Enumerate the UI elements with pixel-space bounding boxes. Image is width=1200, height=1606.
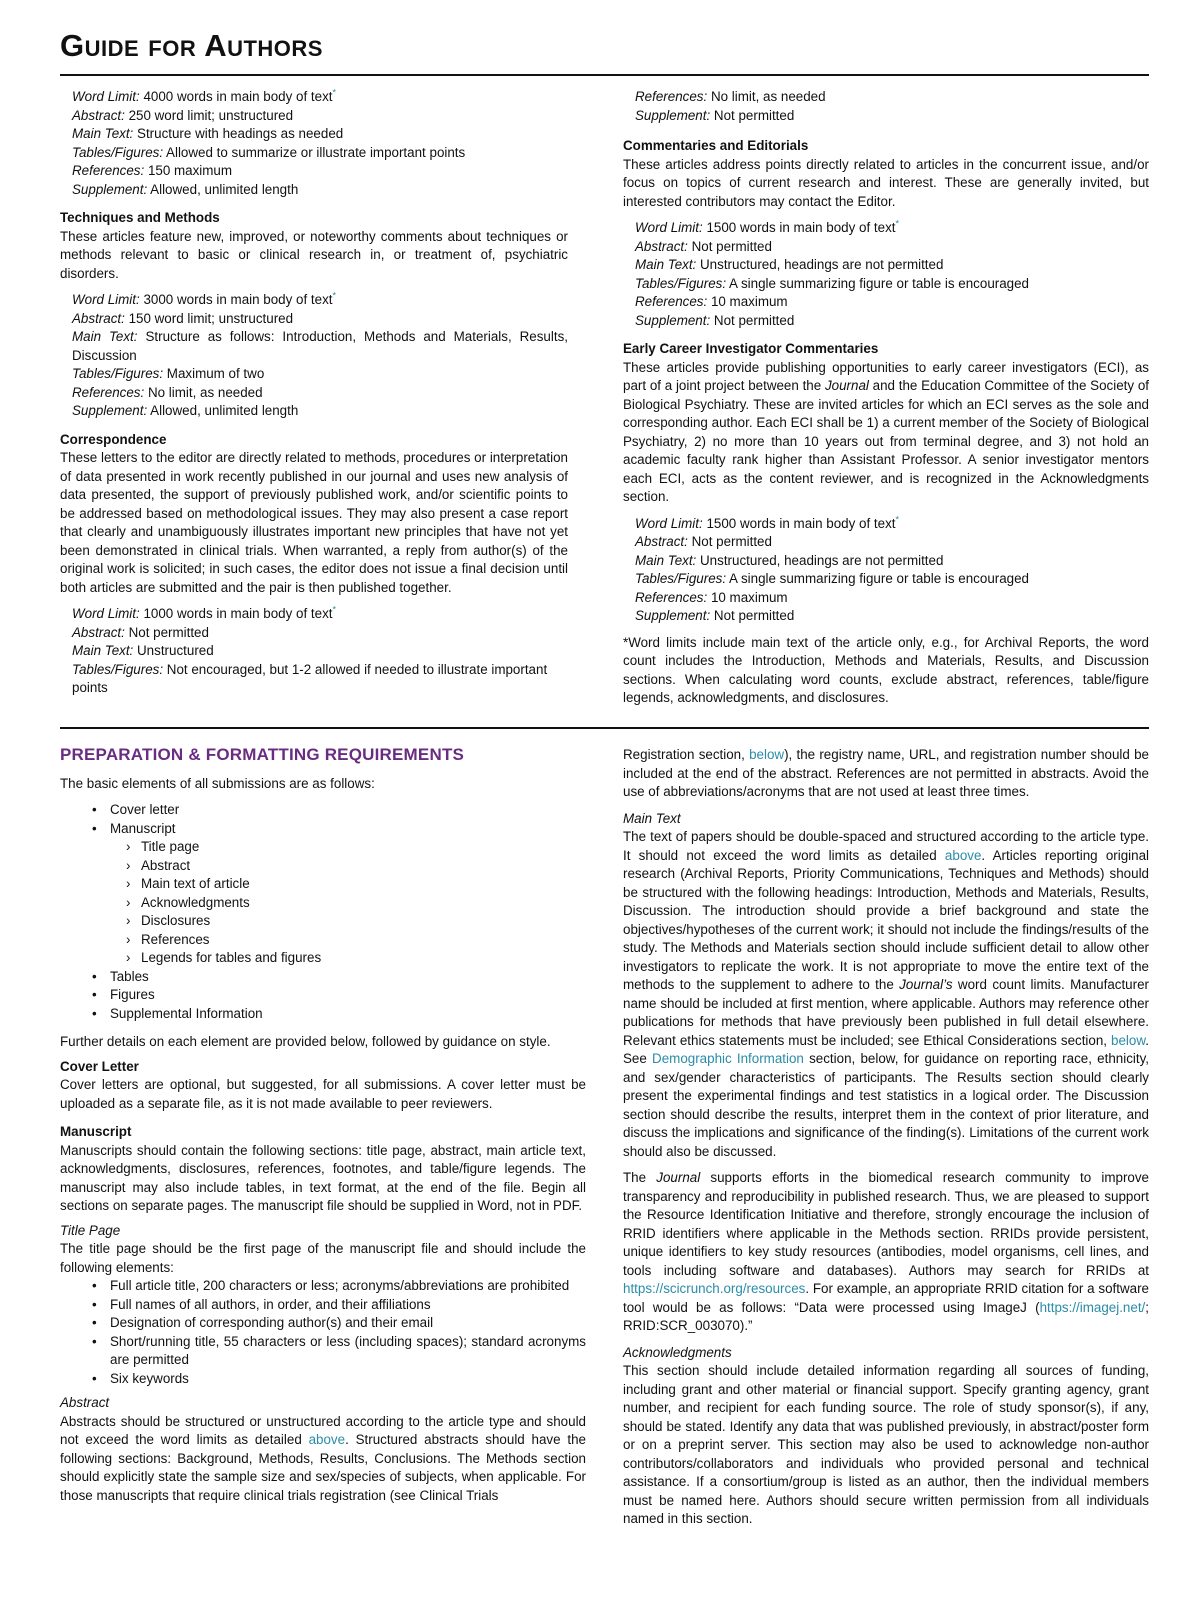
title-page-heading: Title Page [60, 1222, 121, 1238]
title-page-body: The title page should be the first page of the manuscript file and should include the following elements: [60, 1241, 586, 1275]
commentaries-heading: Commentaries and Editorials [623, 138, 809, 153]
list-item: • Figures [92, 986, 586, 1005]
main-text-body: The text of papers should be double-spaced and structured according to the article type. It should not exceed the word limits as detailed above. Articles reporting original research (Archival Reports, Priority Communications, Techniques and Methods) should be structured with the following headings: Introduction, Methods and Materials, Results, Discussion. The introduction should provide a brief background and state the objectives/hypotheses of the current work; it should not include the findings/results of the study. The Methods and Materials section should include sufficient detail to allow other investigators to replicate the work. It is not appropriate to move the entire text of the methods to the supplement to adhere to the Journal’s word count limits. Manufacturer name should be included at first mention, where applicable. Authors may reference other publications for methods that have previously been published in full detail elsewhere. Relevant ethics statements must be included; see Ethical Considerations section, below. See Demographic Information section, below, for guidance on reporting race, ethnicity, and sex/gender characteristics of participants. The Results section should clearly present the experimental findings and test statistics in a logical order. The Discussion section should describe the results, interpret them in the context of prior literature, and discuss the implications and significance of the finding(s). Limitations of the current work should also be discussed. [623, 829, 1149, 1159]
word-limit-footnote: *Word limits include main text of the article only, e.g., for Archival Reports, the word count includes the Introduction, Methods and Materials, Results, and Discussion sections. When calculating word counts, exclude abstract, references, table/figure legends, acknowledgments, and disclosures. [623, 634, 1149, 705]
spec-block-general: Word Limit: 4000 words in main body of text* Abstract: 250 word limit; unstructured Main Text: Structure with headings as needed Tables/Figures: Allowed to summarize or illustrate important points References: 150 maximum Supplement: Allowed, unlimited length [72, 87, 466, 197]
imagej-link[interactable]: https://imagej.net/ [1039, 1299, 1146, 1315]
bottom-right-column [623, 746, 1149, 1529]
list-item: › References [126, 931, 586, 950]
title-rule [60, 74, 1149, 76]
below-link[interactable]: below [1111, 1032, 1146, 1048]
list-item: • Six keywords [92, 1370, 586, 1389]
rrid-paragraph: The Journal supports efforts in the biomedical research community to improve transparency and reproducibility in published research. Thus, we are pleased to support the Resource Identification Initiative and therefore, strongly encourage the inclusion of RRID identifiers where applicable in the Methods section. RRIDs provide persistent, unique identifiers to key study resources (antibodies, model organisms, cell lines, and tools including software and databases). Authors may search for RRIDs at https://scicrunch.org/resources. For example, an appropriate RRID citation for a software tool would be as follows: “Data were processed using ImageJ (https://imagej.net/; RRID:SCR_003070).” [623, 1170, 1149, 1333]
list-item: • Supplemental Information [92, 1005, 586, 1024]
elements-list [60, 801, 586, 1023]
list-item: › Acknowledgments [126, 894, 586, 913]
list-item: › Disclosures [126, 912, 586, 931]
title-page-list [60, 1277, 586, 1388]
section-rule [60, 727, 1149, 729]
spec-block-correspondence: Word Limit: 1000 words in main body of text* Abstract: Not permitted Main Text: Unstructured Tables/Figures: Not encouraged, but 1-2 allowed if needed to illustrate important points [72, 604, 548, 695]
top-left-column [60, 88, 568, 698]
eci-heading: Early Career Investigator Commentaries [623, 341, 879, 356]
above-link[interactable]: above [308, 1432, 346, 1447]
elements-intro: The basic elements of all submissions are as follows: [60, 775, 375, 791]
spec-block-commentaries: Word Limit: 1500 words in main body of text* Abstract: Not permitted Main Text: Unstructured, headings are not permitted Tables/Figures: A single summarizing figure or table is encouraged References: 10 maximum Supplement: Not permitted [635, 218, 1030, 328]
manuscript-body: Manuscripts should contain the following sections: title page, abstract, main article text, acknowledgments, disclosures, references, footnotes, and table/figure legends. The manuscript may also include tables, in text format, at the end of the file. Begin all sections on separate pages. The manuscript file should be supplied in Word, not in PDF. [60, 1142, 586, 1213]
acknowledgments-heading: Acknowledgments [623, 1344, 732, 1360]
list-item: • Tables [92, 968, 586, 987]
list-item: • Short/running title, 55 characters or less (including spaces); standard acronyms are permitted [92, 1333, 586, 1370]
manuscript-heading: Manuscript [60, 1124, 132, 1139]
main-text-heading: Main Text [623, 810, 681, 826]
cover-letter-heading: Cover Letter [60, 1058, 139, 1074]
footnote-mark: * [332, 87, 337, 98]
spec-block-techniques: Word Limit: 3000 words in main body of text* Abstract: 150 word limit; unstructured Main Text: Structure as follows: Introduction, Methods and Materials, Results, Discussion Tables/Figures: Maximum of two References: No limit, as needed Supplement: Allowed, unlimited length [72, 290, 568, 418]
abstract-heading: Abstract [60, 1395, 110, 1410]
manuscript-sublist [110, 838, 586, 968]
list-item: • Designation of corresponding author(s) and their email [92, 1314, 586, 1333]
scicrunch-link[interactable]: https://scicrunch.org/resources [623, 1281, 806, 1296]
correspondence-heading: Correspondence [60, 431, 167, 447]
list-item: › Legends for tables and figures [126, 949, 586, 968]
acknowledgments-body: This section should include detailed information regarding all sources of funding, including grant and other material or financial support. Specify granting agency, grant number, and recipient for each funding source. The role of study sponsor(s), if any, should be stated. Identify any data that was published previously, in abstract/poster form or on a preprint server. This section may also be used to acknowledge non-author contributors/collaborators and individuals who provided personal and technical assistance. If a consortium/group is listed as an author, then the individual members must be named here. Authors should secure written permission from all individuals named in this section. [623, 1363, 1149, 1526]
top-right-column [623, 88, 1149, 708]
abstract-continued: Registration section, below), the registry name, URL, and registration number should be included at the end of the abstract. References are not permitted in abstracts. Avoid the use of abbreviations/acronyms that are not used at least three times. [623, 747, 1149, 799]
techniques-body: These articles feature new, improved, or noteworthy comments about techniques or methods relevant to basic or clinical research in, or treatment of, psychiatric disorders. [60, 228, 568, 281]
eci-body: These articles provide publishing opportunities to early career investigators (ECI), as part of a joint project between the Journal and the Education Committee of the Society of Biological Psychiatry. These are invited articles for which an ECI serves as the sole and corresponding author. Each ECI shall be 1) a current member of the Society of Biological Psychiatry, 2) no more than 10 years out from terminal degree, and 3) not hold an academic faculty rank higher than Assistant Professor. A senior investigator mentors each ECI, acts as the content reviewer, and is recognized in the Acknowledgments section. [623, 359, 1149, 504]
list-item: › Title page [126, 838, 586, 857]
demographic-information-link[interactable]: Demographic Information [652, 1051, 804, 1066]
cover-letter-body: Cover letters are optional, but suggested, for all submissions. A cover letter must be uploaded as a separate file, as it is not made available to peer reviewers. [60, 1077, 586, 1111]
bottom-left-column [60, 746, 586, 1505]
list-item: • Full article title, 200 characters or less; acronyms/abbreviations are prohibited [92, 1277, 586, 1296]
below-link[interactable]: below [749, 747, 785, 762]
correspondence-body: These letters to the editor are directly related to methods, procedures or interpretation of data presented in work recently published in our journal and uses new analysis of data presented, the support of previously published work, and/or scientific points to be addressed based on methodological issues. They may also present a case report that clearly and unambiguously illustrates important new principles that have not yet been demonstrated in clinical trials. When warranted, a reply from author(s) of the original work is solicited; in such cases, the editor does not issue a final decision until both articles are submitted and the pair is then published together. [60, 450, 568, 595]
preparation-section-title: PREPARATION & FORMATTING REQUIREMENTS [60, 745, 465, 764]
abstract-body: Abstracts should be structured or unstructured according to the article type and should not exceed the word limits as detailed above. Structured abstracts should have the following sections: Background, Methods, Results, Conclusions. The Methods section should explicitly state the sample size and sex/species of subjects, when applicable. For those manuscripts that require clinical trials registration (see Clinical Trials [60, 1413, 586, 1503]
above-link[interactable]: above [944, 847, 982, 863]
list-item: › Abstract [126, 857, 586, 876]
further-details: Further details on each element are provided below, followed by guidance on style. [60, 1034, 551, 1049]
list-item: • Manuscript › Title page › Abstract › Main text of article › Acknowledgments › Disclosures › References › Legends for tables and figures [92, 820, 586, 968]
list-item: › Main text of article [126, 875, 586, 894]
techniques-heading: Techniques and Methods [60, 210, 220, 225]
list-item: • Cover letter [92, 801, 586, 820]
spec-block-continued: References: No limit, as needed Supplement: Not permitted [635, 89, 826, 123]
spec-block-eci: Word Limit: 1500 words in main body of text* Abstract: Not permitted Main Text: Unstructured, headings are not permitted Tables/Figures: A single summarizing figure or table is encouraged References: 10 maximum Supplement: Not permitted [635, 514, 1030, 623]
commentaries-body: These articles address points directly related to articles in the concurrent issue, and/or focus on topics of current research and interest. These are generally invited, but interested contributors may contact the Editor. [623, 156, 1149, 209]
list-item: • Full names of all authors, in order, and their affiliations [92, 1296, 586, 1315]
page-title: Guide for Authors [60, 28, 323, 63]
